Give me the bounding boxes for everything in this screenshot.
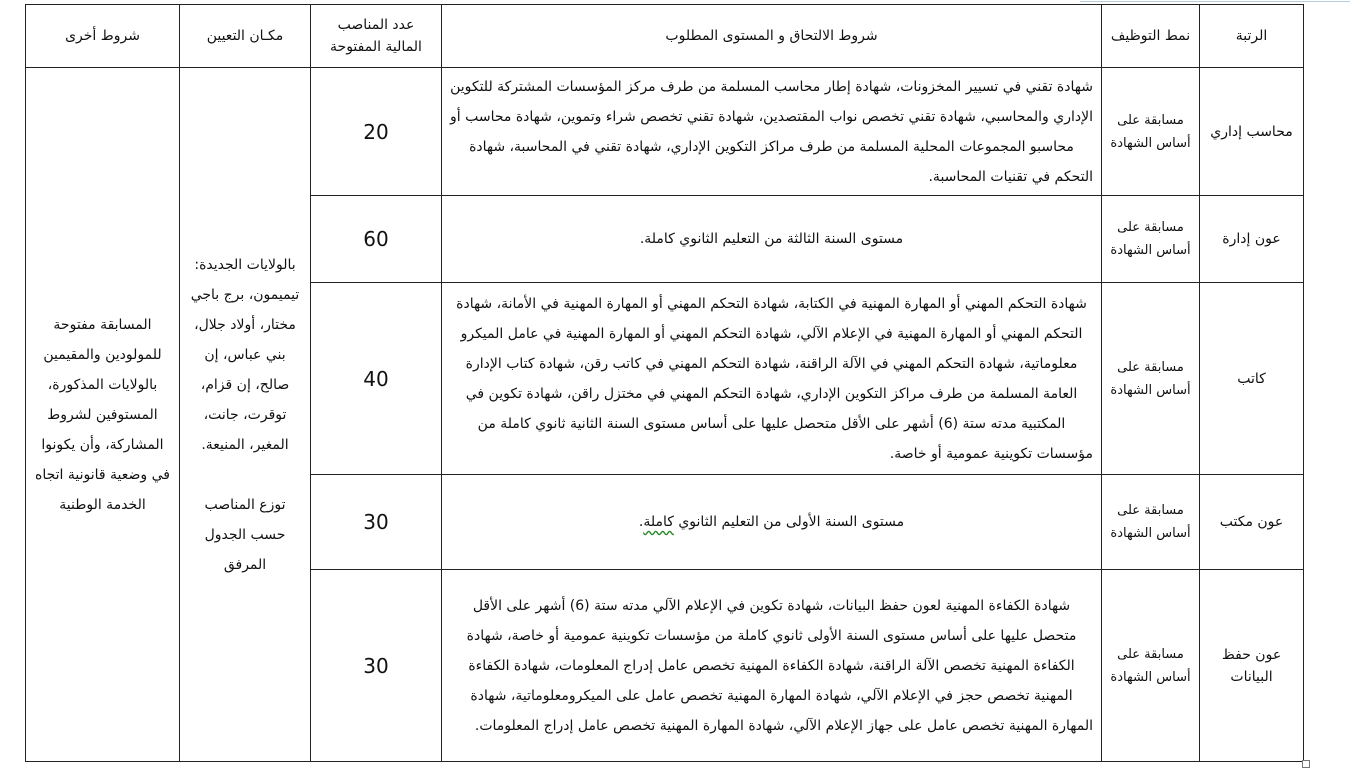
mode-cell: مسابقة على أساس الشهادة	[1102, 283, 1200, 475]
rank-cell: محاسب إداري	[1200, 68, 1304, 196]
header-other-conditions: شروط أخرى	[26, 5, 180, 68]
rank-cell: عون حفظ البيانات	[1200, 570, 1304, 762]
positions-cell: 30	[311, 475, 442, 570]
conditions-cell	[442, 475, 1102, 570]
conditions-cell: مستوى السنة الثالثة من التعليم الثانوي كاملة.	[442, 196, 1102, 283]
header-open-positions: عدد المناصب المالية المفتوحة	[311, 5, 442, 68]
rank-cell: عون مكتب	[1200, 475, 1304, 570]
positions-cell: 20	[311, 68, 442, 196]
mode-cell: مسابقة على أساس الشهادة	[1102, 68, 1200, 196]
table-resize-handle[interactable]	[1302, 760, 1310, 768]
header-conditions: شروط الالتحاق و المستوى المطلوب	[442, 5, 1102, 68]
conditions-cell: شهادة التحكم المهني أو المهارة المهنية في الكتابة، شهادة التحكم المهني أو المهارة المهنية في الأمانة، شهادة التحكم المهني أو المهارة المهنية في الإعلام الآلي، شهادة التحكم المهني أو المهارة المهنية في عامل الميكرو معلوماتية، شهادة التحكم المهني في الآلة الراقنة، شهادة التحكم المهني في كاتب رقن، شهادة كتاب الإدارة العامة المسلمة من طرف مراكز التكوين الإداري، شهادة التحكم المهني في مختزل راقن، شهادة تكوين في المكتبية مدته ستة (6) أشهر على الأقل متحصل عليها على أساس مستوى السنة الثانية ثانوي كاملة من مؤسسات تكوينية عمومية أو خاصة.	[442, 283, 1102, 475]
conditions-cell: شهادة الكفاءة المهنية لعون حفظ البيانات، شهادة تكوين في الإعلام الآلي مدته ستة (6) أشهر على الأقل متحصل عليها على أساس مستوى السنة الأولى ثانوي كاملة من مؤسسات تكوينية عمومية أو خاصة، شهادة الكفاءة المهنية تخصص الآلة الراقنة، شهادة الكفاءة المهنية تخصص عامل إدراج المعلومات، شهادة الكفاءة المهنية تخصص حجز في الإعلام الآلي، شهادة المهارة المهنية تخصص عامل على الميكرومعلوماتية، شهادة المهارة المهنية تخصص عامل على جهاز الإعلام الآلي، شهادة المهارة المهنية تخصص عامل إدراج المعلومات.	[442, 570, 1102, 762]
recruitment-table	[25, 4, 1304, 762]
header-appointment-place: مكـان التعيين	[180, 5, 311, 68]
header-rank: الرتبة	[1200, 5, 1304, 68]
rank-cell: كاتب	[1200, 283, 1304, 475]
mode-cell: مسابقة على أساس الشهادة	[1102, 570, 1200, 762]
positions-cell: 60	[311, 196, 442, 283]
table-row	[26, 68, 1304, 196]
appointment-place-cell	[180, 68, 311, 762]
rank-cell: عون إدارة	[1200, 196, 1304, 283]
positions-cell: 40	[311, 283, 442, 475]
mode-cell: مسابقة على أساس الشهادة	[1102, 196, 1200, 283]
header-row	[26, 5, 1304, 68]
conditions-cell: شهادة تقني في تسيير المخزونات، شهادة إطار محاسب المسلمة من طرف مركز المؤسسات المشتركة للتكوين الإداري والمحاسبي، شهادة تقني تخصص نواب المقتصدين، شهادة تقني تخصص شراء وتموين، شهادة محاسب أو محاسبو المجموعات المحلية المسلمة من طرف مراكز التكوين الإداري، شهادة تقني في المحاسبة، شهادة التحكم في تقنيات المحاسبة.	[442, 68, 1102, 196]
header-recruitment-mode: نمط التوظيف	[1102, 5, 1200, 68]
other-conditions-cell: المسابقة مفتوحة للمولودين والمقيمين بالولايات المذكورة، المستوفين لشروط المشاركة، وأن يكونوا في وضعية قانونية اتجاه الخدمة الوطنية	[26, 68, 180, 762]
conditions-period: .	[638, 514, 644, 530]
distribution-note: توزع المناصب حسب الجدول المرفق	[204, 496, 286, 573]
mode-cell: مسابقة على أساس الشهادة	[1102, 475, 1200, 570]
positions-cell: 30	[311, 570, 442, 762]
spellcheck-flagged-word: كاملة	[643, 514, 674, 530]
conditions-text: مستوى السنة الأولى من التعليم الثانوي	[673, 514, 905, 530]
top-border-line	[1080, 1, 1350, 2]
appointment-place-text: بالولايات الجديدة: تيميمون، برج باجي مختار، أولاد جلال، بني عباس، إن صالح، إن قزام، توقرت، جانت، المغير، المنيعة.	[190, 256, 300, 453]
